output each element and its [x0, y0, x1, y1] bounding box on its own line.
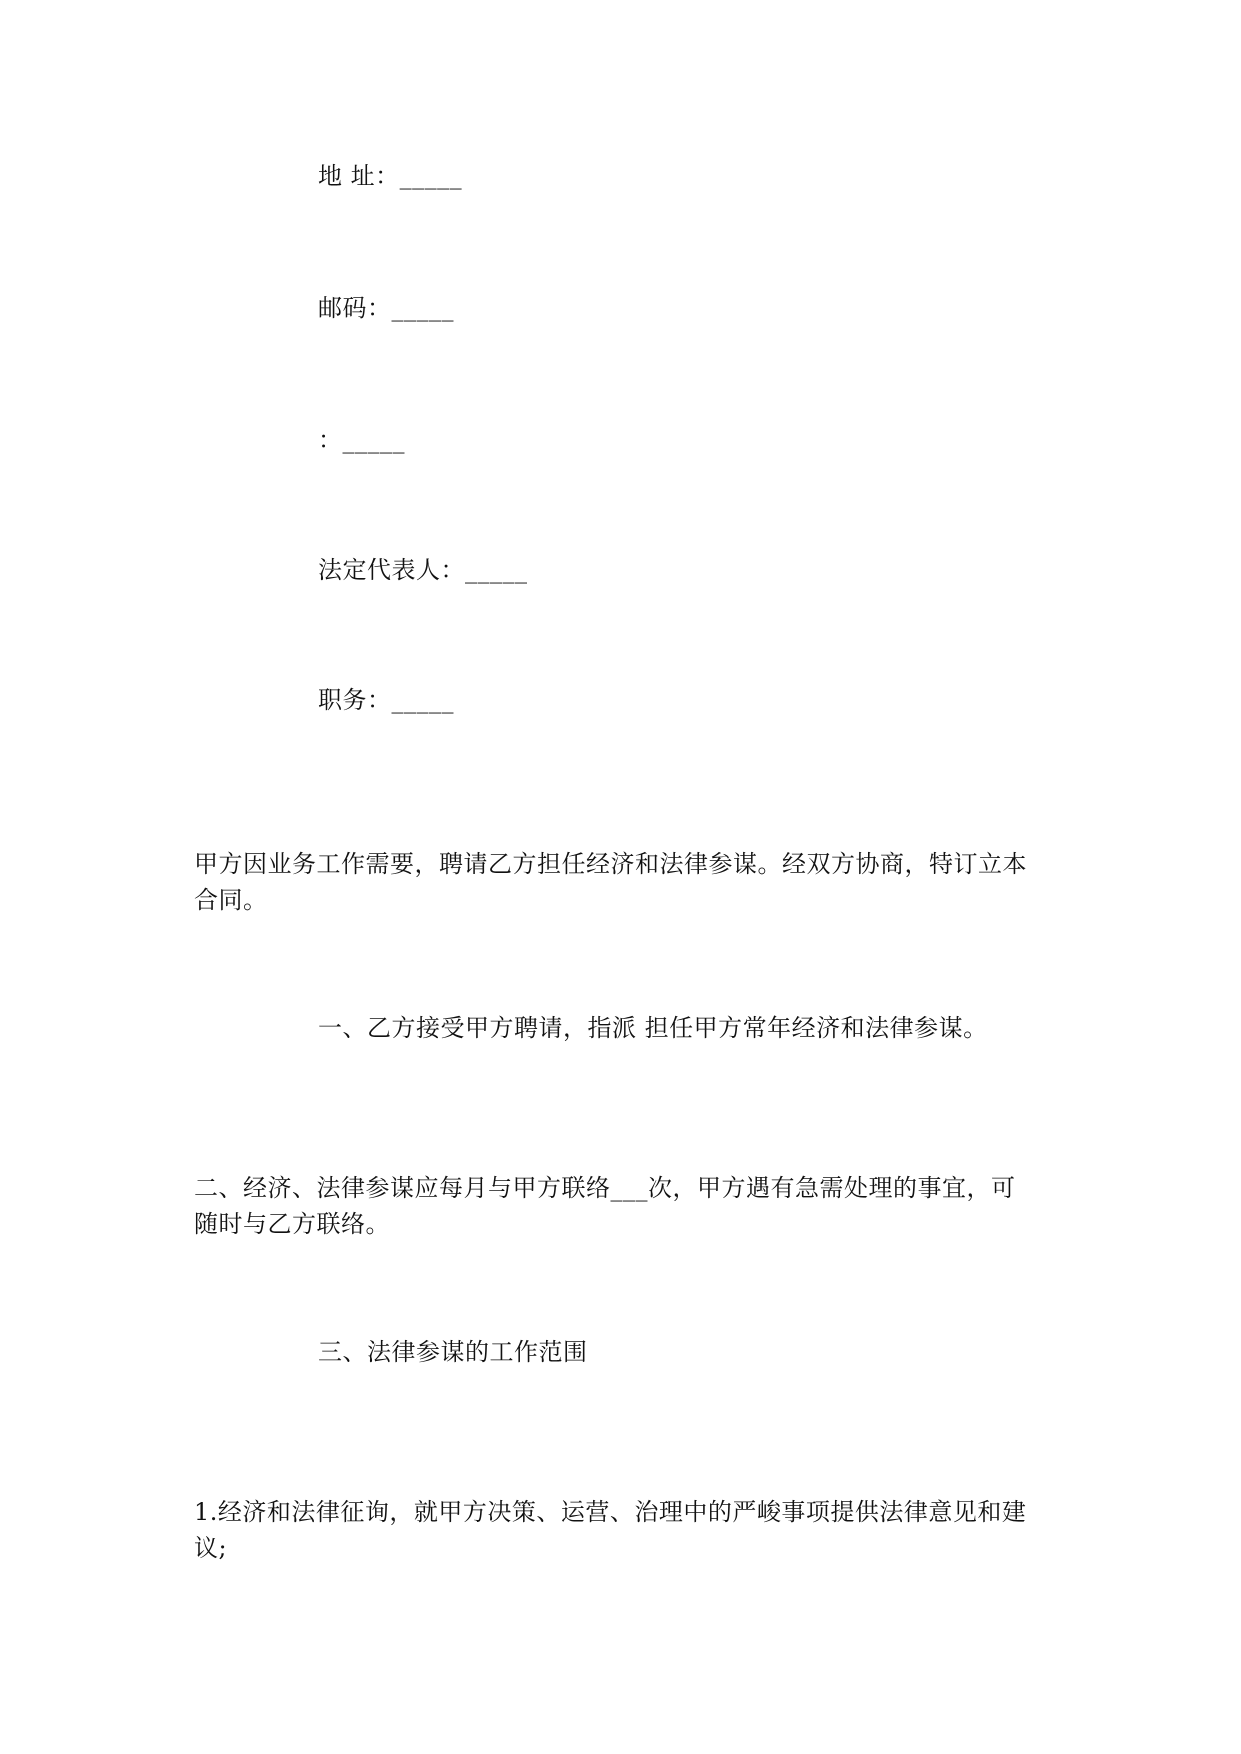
position-field: 职务：_____ — [318, 686, 454, 714]
clause-2-line-1: 二、经济、法律参谋应每月与甲方联络___次，甲方遇有急需处理的事宜，可 — [194, 1174, 1016, 1202]
intro-line-1: 甲方因业务工作需要，聘请乙方担任经济和法律参谋。经双方协商，特订立本 — [194, 850, 1027, 878]
clause-1: 一、乙方接受甲方聘请，指派 担任甲方常年经济和法律参谋。 — [318, 1014, 988, 1042]
phone-field: ：_____ — [318, 426, 405, 454]
legal-representative-field: 法定代表人：_____ — [318, 556, 528, 584]
item-1-paragraph — [194, 1494, 1044, 1566]
clause-2-line-2: 随时与乙方联络。 — [194, 1210, 390, 1238]
clause-2-paragraph — [194, 1170, 1044, 1242]
item-1-line-1: 1.经济和法律征询，就甲方决策、运营、治理中的严峻事项提供法律意见和建 — [194, 1498, 1027, 1526]
address-field: 地 址：_____ — [318, 162, 463, 190]
intro-paragraph — [194, 846, 1044, 918]
clause-3-heading: 三、法律参谋的工作范围 — [318, 1338, 588, 1366]
item-1-line-2: 议; — [194, 1534, 228, 1562]
intro-line-2: 合同。 — [194, 886, 268, 914]
postcode-field: 邮码：_____ — [318, 294, 454, 322]
